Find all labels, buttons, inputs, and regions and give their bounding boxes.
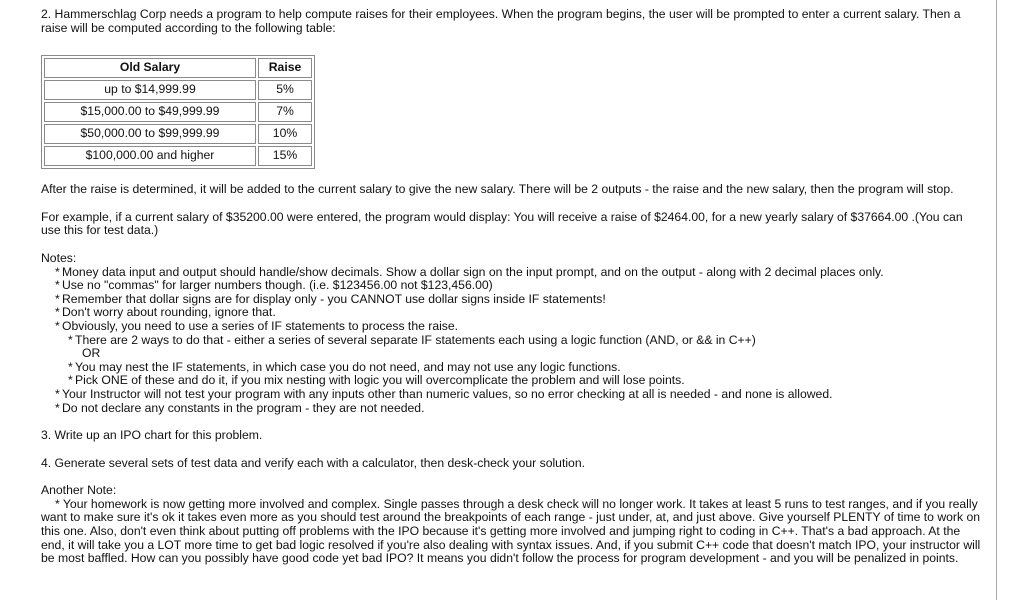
table-row	[44, 80, 312, 100]
table-row	[44, 124, 312, 144]
example-paragraph: For example, if a current salary of $35200.00 were entered, the program would display: You will receive a raise of $2464.00, for a new yearly salary of $37664.00 .(You can use this for test data.)	[41, 209, 963, 238]
bullet-icon: *	[55, 318, 60, 333]
list-item: * Remember that dollar signs are for display only - you CANNOT use dollar signs inside IF statements!	[55, 291, 606, 306]
bullet-icon: *	[55, 305, 60, 320]
old-salary-cell: $15,000.00 to $49,999.99	[44, 102, 256, 122]
raise-table-header-row	[44, 58, 312, 78]
raise-table	[41, 55, 315, 169]
raise-cell: 5%	[258, 80, 312, 100]
list-item: * Do not declare any constants in the program - they are not needed.	[55, 400, 425, 415]
list-item: * You may nest the IF statements, in which case you do not need, and may not use any logic functions.	[68, 359, 621, 374]
header-old-salary: Old Salary	[44, 58, 256, 78]
list-item: * Your Instructor will not test your program with any inputs other than numeric values, so no error checking at all is needed - and none is allowed.	[55, 386, 833, 401]
after-raise-paragraph: After the raise is determined, it will be added to the current salary to give the new salary. There will be 2 outputs - the raise and the new salary, then the program will stop.	[41, 182, 954, 197]
bullet-icon: *	[68, 373, 73, 388]
list-item: * Pick ONE of these and do it, if you mix nesting with logic you will overcomplicate the problem and will lose points.	[68, 373, 685, 388]
another-note-body	[41, 498, 981, 566]
list-item: * Use no "commas" for larger numbers though. (i.e. $123456.00 not $123,456.00)	[55, 278, 493, 293]
bullet-icon: *	[55, 386, 60, 401]
assignment-document	[41, 8, 981, 566]
raise-cell: 7%	[258, 102, 312, 122]
bullet-icon: *	[55, 400, 60, 415]
list-item: * Obviously, you need to use a series of IF statements to process the raise.	[55, 318, 459, 333]
question-2-intro: 2. Hammerschlag Corp needs a program to help compute raises for their employees. When the program begins, the user will be prompted to enter a current salary. Then a raise will be computed according to the following table:	[41, 7, 961, 35]
list-item: * There are 2 ways to do that - either a series of several separate IF statements each using a logic function (AND, or && in C++)	[68, 332, 756, 347]
table-row	[44, 146, 312, 166]
old-salary-cell: up to $14,999.99	[44, 80, 256, 100]
bullet-icon: *	[55, 291, 60, 306]
list-item: * Money data input and output should handle/show decimals. Show a dollar sign on the input prompt, and on the output - along with 2 decimal places only.	[55, 264, 884, 279]
table-row	[44, 102, 312, 122]
header-raise: Raise	[258, 58, 312, 78]
another-note-text: Your homework is now getting more involved and complex. Single passes through a desk check will no longer work. It takes at least 5 runs to test ranges, and if you really want to make sure it's ok it takes even more as you should test around the breakpoints of each range - just under, at, and just above. Give yourself PLENTY of time to work on this one. Also, don't even think about putting off problems with the IPO because it's getting more involved and jumping right to coding in C++. That's a bad approach. At the end, it will take you a LOT more time to get bad logic resolved if you're also dealing with syntax issues. And, if you submit C++ code that doesn't match IPO, your instructor will be most baffled. How can you possibly have good code yet bad IPO? It means you didn't follow the process for program development - and you will be penalized in points.	[41, 496, 981, 566]
question-3: 3. Write up an IPO chart for this problem.	[41, 428, 263, 443]
raise-cell: 10%	[258, 124, 312, 144]
bullet-icon: *	[55, 278, 60, 293]
old-salary-cell: $100,000.00 and higher	[44, 146, 256, 166]
notes-title: Notes:	[41, 250, 77, 265]
raise-cell: 15%	[258, 146, 312, 166]
page-edge-divider	[996, 0, 997, 600]
notes-list	[41, 266, 981, 416]
list-item: OR	[82, 346, 101, 361]
old-salary-cell: $50,000.00 to $99,999.99	[44, 124, 256, 144]
question-4: 4. Generate several sets of test data and verify each with a calculator, then desk-check your solution.	[41, 455, 585, 470]
bullet-icon: *	[55, 496, 60, 511]
bullet-icon: *	[68, 332, 73, 347]
list-item: * Don't worry about rounding, ignore that.	[55, 305, 276, 320]
bullet-icon: *	[55, 264, 60, 279]
another-note-title: Another Note:	[41, 483, 117, 498]
bullet-icon: *	[68, 359, 73, 374]
